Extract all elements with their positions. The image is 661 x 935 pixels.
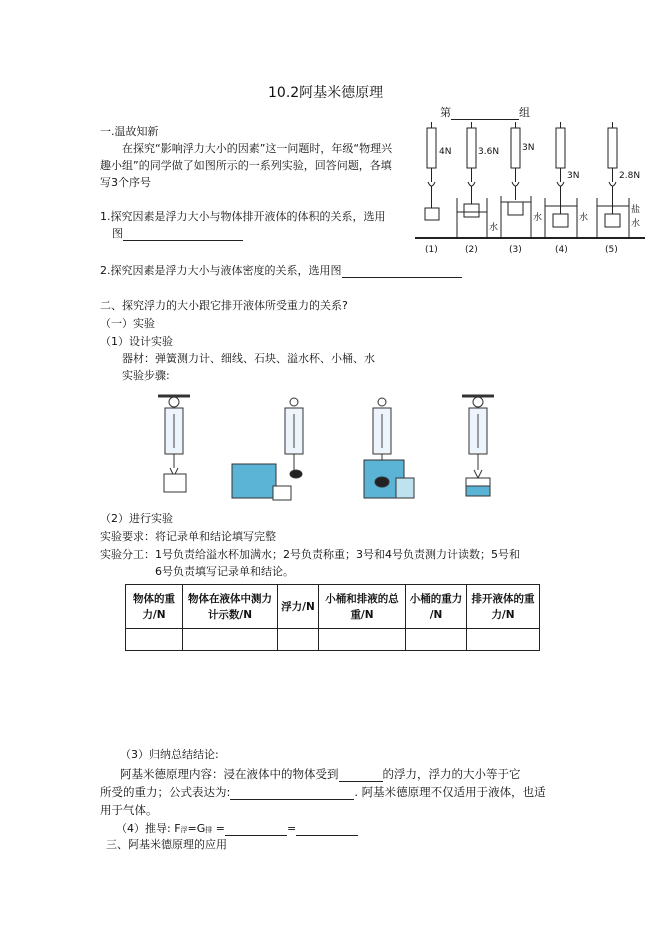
section1-intro-1: 在探究“影响浮力大小的因素”这一问题时，年级“物理兴 xyxy=(122,142,393,155)
question-2-blank[interactable] xyxy=(342,265,462,278)
cell-displaced-weight[interactable] xyxy=(467,629,540,651)
conclusion-heading: （3）归纳总结结论: xyxy=(120,748,219,761)
section1-intro-3: 写3个序号 xyxy=(100,176,151,189)
question-1-line1: 1.探究因素是浮力大小与物体排开液体的体积的关系，选用 xyxy=(100,210,386,223)
header-scale-in-liquid: 物体在液体中测力 计示数/N xyxy=(183,585,278,629)
header-displaced-weight: 排开液体的重 力/N xyxy=(467,585,540,629)
group-prefix: 第 xyxy=(440,106,451,119)
header-bucket-weight: 小桶的重力 /N xyxy=(406,585,467,629)
buoyancy-experiment-figure xyxy=(415,120,655,260)
table-row xyxy=(126,629,540,651)
fig-label-2: (2) xyxy=(465,245,478,255)
salt-label-1: 盐 xyxy=(631,205,641,215)
design-heading: （1）设计实验 xyxy=(100,335,173,348)
reading-5: 2.8N xyxy=(619,171,641,181)
conclusion-blank-2[interactable] xyxy=(230,787,354,800)
section1-heading: 一.温故知新 xyxy=(100,125,159,138)
water-label-3: 水 xyxy=(533,213,543,223)
group-field xyxy=(440,104,530,120)
section2-heading: 二、探究浮力的大小跟它排开液体所受重力的关系? xyxy=(100,299,348,312)
fig-label-5: (5) xyxy=(605,245,618,255)
cell-bucket-and-liquid[interactable] xyxy=(319,629,406,651)
cell-bucket-weight[interactable] xyxy=(406,629,467,651)
archimedes-steps-figure xyxy=(150,390,520,508)
table-header-row xyxy=(126,585,540,629)
salt-label-2: 水 xyxy=(631,219,641,229)
section2-sub1: （一）实验 xyxy=(100,317,155,330)
question-1-fig-label: 图 xyxy=(112,227,123,240)
header-buoyancy: 浮力/N xyxy=(278,585,319,629)
group-blank[interactable] xyxy=(451,107,519,120)
reading-2: 3.6N xyxy=(478,147,500,157)
question-1-blank[interactable] xyxy=(123,228,243,241)
fig-label-4: (4) xyxy=(555,245,568,255)
page-title: 10.2阿基米德原理 xyxy=(268,85,384,101)
fig-label-1: (1) xyxy=(425,245,438,255)
section3-heading: 三、阿基米德原理的应用 xyxy=(106,838,227,851)
conduct-heading: （2）进行实验 xyxy=(100,512,173,525)
conclusion-line-2: 所受的重力；公式表达为: . 阿基米德原理不仅适用于液体，也适 xyxy=(100,785,546,799)
question-2-label: 2.探究因素是浮力大小与液体密度的关系，选用图 xyxy=(100,264,342,277)
division-line-1: 实验分工：1号负责给溢水杯加满水；2号负责称重；3号和4号负责测力计读数；5号和 xyxy=(100,548,520,561)
section1-intro-2: 趣小组”的同学做了如图所示的一系列实验，回答问题，各填 xyxy=(100,159,392,172)
reading-4: 3N xyxy=(567,171,580,181)
cell-object-weight[interactable] xyxy=(126,629,183,651)
conclusion-line-1: 阿基米德原理内容：浸在液体中的物体受到 的浮力，浮力的大小等于它 xyxy=(120,767,521,781)
steps-heading: 实验步骤: xyxy=(122,369,170,382)
derivation-blank-2[interactable] xyxy=(296,823,358,836)
derivation-line: （4）推导: F浮=G排 = = xyxy=(116,820,358,836)
question-2 xyxy=(100,262,462,278)
division-line-2: 6号负责填写记录单和结论。 xyxy=(155,565,294,578)
record-table xyxy=(125,584,540,651)
conclusion-line-3: 用于气体。 xyxy=(100,803,158,817)
cell-scale-in-liquid[interactable] xyxy=(183,629,278,651)
header-bucket-and-liquid: 小桶和排液的总 重/N xyxy=(319,585,406,629)
cell-buoyancy[interactable] xyxy=(278,629,319,651)
water-label-2: 水 xyxy=(489,223,499,233)
question-1-line2 xyxy=(112,225,243,241)
derivation-blank-1[interactable] xyxy=(225,823,287,836)
header-object-weight: 物体的重 力/N xyxy=(126,585,183,629)
water-label-4: 水 xyxy=(579,213,589,223)
requirement-line: 实验要求：将记录单和结论填写完整 xyxy=(100,530,276,543)
reading-3: 3N xyxy=(522,143,535,153)
equipment-line: 器材：弹簧测力计、细线、石块、溢水杯、小桶、水 xyxy=(122,352,375,365)
group-suffix: 组 xyxy=(519,106,530,119)
fig-label-3: (3) xyxy=(509,245,522,255)
conclusion-blank-1[interactable] xyxy=(339,769,383,782)
reading-1: 4N xyxy=(439,147,452,157)
